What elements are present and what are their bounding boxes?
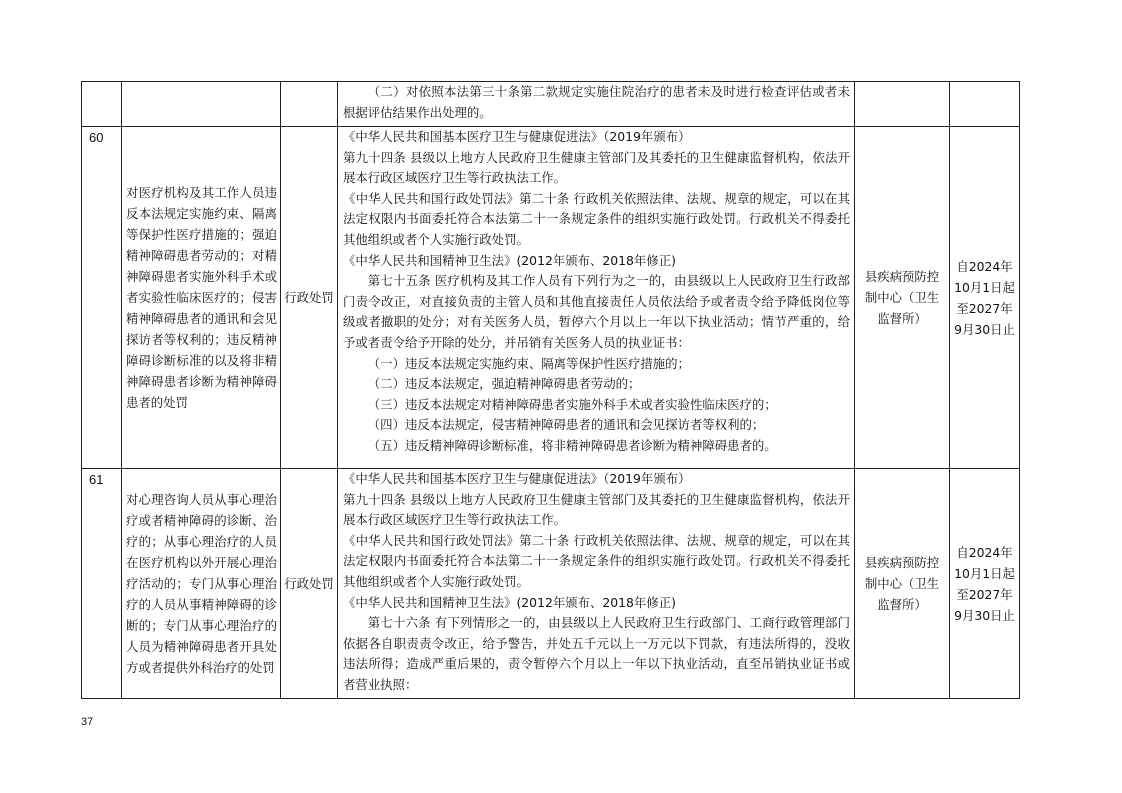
number-cell	[82, 82, 122, 127]
agency-cell	[855, 82, 950, 127]
basis-paragraph: 第七十五条 医疗机构及其工作人员有下列行为之一的，由县级以上人民政府卫生行政部门责令改正，对直接负责的主管人员和其他直接责任人员依法给予或者责令给予降低岗位等级或者撤职的处分；对有关医务人员，暂停六个月以上一年以下执业活动；情节严重的，给予或者责令给予开除的处分，并吊销有关医务人员的执业证书：	[343, 273, 850, 350]
basis-paragraph: 《中华人民共和国基本医疗卫生与健康促进法》（2019年颁布）	[343, 471, 691, 486]
row-number: 60	[82, 127, 122, 469]
basis-paragraph: （二）违反本法规定，强迫精神障碍患者劳动的；	[367, 376, 641, 392]
row-agency: 县疾病预防控制中心（卫生监督所）	[855, 127, 950, 469]
row-type: 行政处罚	[281, 469, 338, 699]
table-row-continued	[82, 82, 1020, 127]
row-type: 行政处罚	[281, 127, 338, 469]
row-description: 对心理咨询人员从事心理治疗或者精神障碍的诊断、治疗的；从事心理治疗的人员在医疗机构以外开展心理治疗活动的；专门从事心理治疗的人员从事精神障碍的诊断的；专门从事心理治疗的人员为精神障碍患者开具处方或者提供外科治疗的处罚	[122, 469, 281, 699]
page-number: 37	[81, 716, 94, 728]
row-basis	[338, 127, 855, 469]
row-description: 对医疗机构及其工作人员违反本法规定实施约束、隔离等保护性医疗措施的；强迫精神障碍患者劳动的；对精神障碍患者实施外科手术或者实验性临床医疗的；侵害精神障碍患者的通讯和会见探访者等权利的；违反精神障碍诊断标准的以及将非精神障碍患者诊断为精神障碍患者的处罚	[122, 127, 281, 469]
row-basis	[338, 469, 855, 699]
basis-paragraph: 第九十四条 县级以上地方人民政府卫生健康主管部门及其委托的卫生健康监督机构，依法开展本行政区域医疗卫生等行政执法工作。	[343, 491, 850, 528]
basis-paragraph: （五）违反精神障碍诊断标准，将非精神障碍患者诊断为精神障碍患者的。	[367, 437, 777, 453]
basis-paragraph: 《中华人民共和国基本医疗卫生与健康促进法》（2019年颁布）	[343, 129, 691, 144]
type-cell	[281, 82, 338, 127]
basis-cell	[338, 82, 855, 127]
table-row	[82, 469, 1020, 699]
period-cell	[950, 82, 1020, 127]
basis-paragraph: （一）违反本法规定实施约束、隔离等保护性医疗措施的；	[367, 355, 690, 371]
row-number: 61	[82, 469, 122, 699]
table-row	[82, 127, 1020, 469]
row-agency: 县疾病预防控制中心（卫生监督所）	[855, 469, 950, 699]
basis-paragraph: （四）违反本法规定，侵害精神障碍患者的通讯和会见探访者等权利的；	[367, 417, 765, 433]
basis-paragraph: （二）对依照本法第三十条第二款规定实施住院治疗的患者未及时进行检查评估或者未根据评估结果作出处理的。	[343, 84, 850, 120]
basis-paragraph: 《中华人民共和国精神卫生法》(2012年颁布、2018年修正)	[343, 252, 676, 268]
basis-paragraph: 《中华人民共和国行政处罚法》第二十条 行政机关依照法律、法规、规章的规定，可以在其法定权限内书面委托符合本法第二十一条规定条件的组织实施行政处罚。行政机关不得委托其他组织或者个人实施行政处罚。	[343, 190, 850, 247]
basis-paragraph: 《中华人民共和国行政处罚法》第二十条 行政机关依照法律、法规、规章的规定，可以在其法定权限内书面委托符合本法第二十一条规定条件的组织实施行政处罚。行政机关不得委托其他组织或者个人实施行政处罚。	[343, 532, 850, 589]
basis-paragraph: （三）违反本法规定对精神障碍患者实施外科手术或者实验性临床医疗的；	[367, 396, 777, 412]
regulation-table	[81, 81, 1020, 699]
description-cell	[122, 82, 281, 127]
row-period: 自2024年10月1日起至2027年9月30日止	[950, 469, 1020, 699]
row-period: 自2024年10月1日起至2027年9月30日止	[950, 127, 1020, 469]
basis-paragraph: 《中华人民共和国精神卫生法》(2012年颁布、2018年修正)	[343, 594, 676, 610]
basis-paragraph: 第九十四条 县级以上地方人民政府卫生健康主管部门及其委托的卫生健康监督机构，依法开展本行政区域医疗卫生等行政执法工作。	[343, 149, 850, 186]
basis-paragraph: 第七十六条 有下列情形之一的，由县级以上人民政府卫生行政部门、工商行政管理部门依据各自职责责令改正，给予警告，并处五千元以上一万元以下罚款，有违法所得的，没收违法所得；造成严重后果的，责令暂停六个月以上一年以下执业活动，直至吊销执业证书或者营业执照：	[343, 615, 850, 692]
